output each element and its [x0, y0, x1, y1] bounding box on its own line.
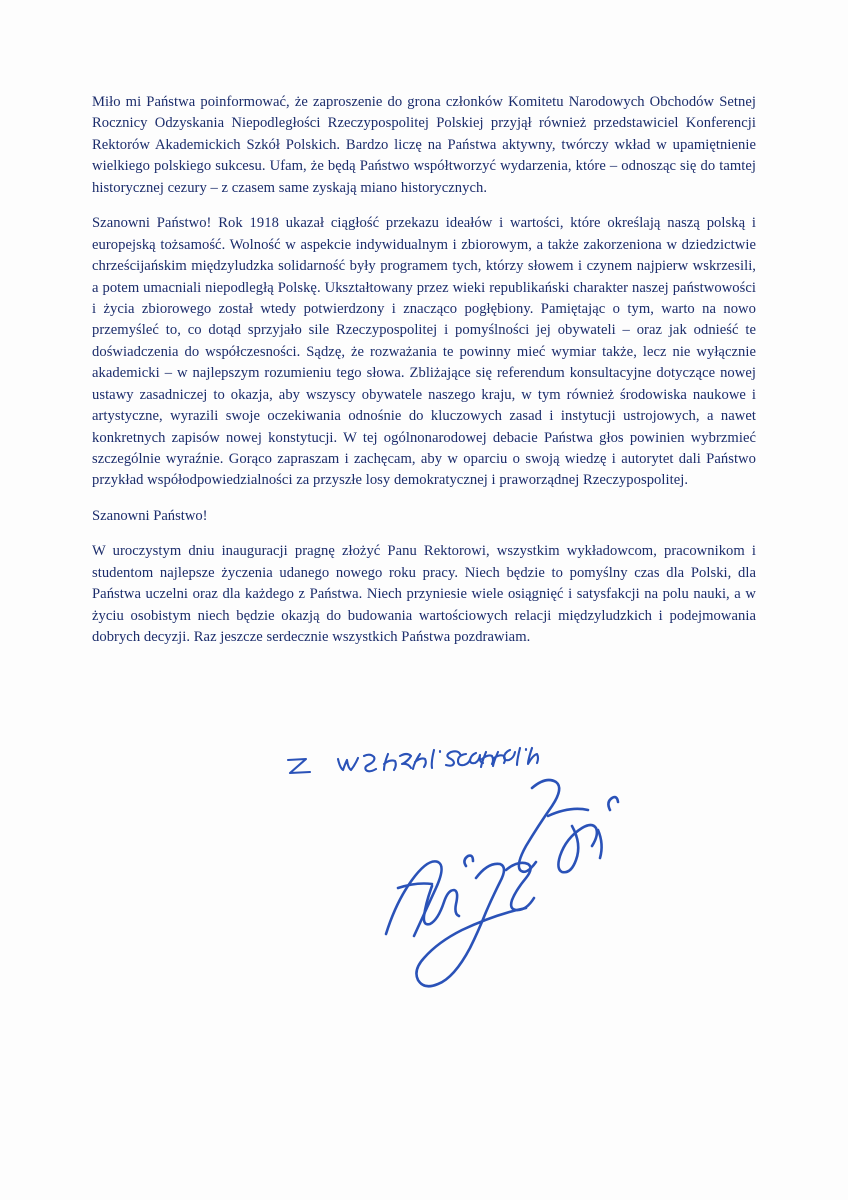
salutation: Szanowni Państwo! [92, 507, 208, 524]
paragraph-1: Miło mi Państwa poinformować, że zaproszenie do grona członków Komitetu Narodowych Obchodów Setnej Rocznicy Odzyskania Niepodległości Rzeczypospolitej Polskiej przyjął również przedstawiciel Konferencji Rektorów Akademickich Szkół Polskich. Bardzo liczę na Państwa aktywny, twórczy wkład w upamiętnienie wielkiego polskiego sukcesu. Ufam, że będą Państwo współtworzyć wydarzenia, które – odnosząc się do tamtej historycznej cezury – z czasem same zyskają miano historycznych. [92, 94, 756, 196]
paragraph-2: Szanowni Państwo! Rok 1918 ukazał ciągłość przekazu ideałów i wartości, które określają naszą polską i europejską tożsamość. Wolność w aspekcie indywidualnym i zbiorowym, a także zakorzeniona w dziedzictwie chrześcijańskim międzyludzka solidarność były programem tych, którzy słowem i czynem najpierw wskrzesili, a potem umacniali niepodległą Polskę. Ukształtowany przez wieki republikański charakter naszej państwowości i życia zbiorowego został wtedy potwierdzony i znacząco pogłębiony. Pamiętając o tym, warto na nowo przemyśleć to, co dotąd sprzyjało sile Rzeczypospolitej i pomyślności jej obywateli – oraz jak odnieść te doświadczenia do współczesności. Sądzę, że rozważania te powinny mieć wymiar także, lecz nie wyłącznie akademicki – w najlepszym rozumieniu tego słowa. Zbliżające się referendum konsultacyjne dotyczące nowej ustawy zasadniczej to okazja, aby wszyscy obywatele naszego kraju, w tym również środowiska naukowe i artystyczne, wyrazili swoje oczekiwania odnośnie do kluczowych zasad i instytucji ustrojowych, a nawet konkretnych zapisów nowej konstytucji. W tej ogólnonarodowej debacie Państwa głos powinien wybrzmieć szczególnie wyraźnie. Gorąco zapraszam i zachęcam, aby w oparciu o swoją wiedzę i autorytet dali Państwo przykład współodpowiedzialności za przyszłe losy demokratycznej i praworządnej Rzeczypospolitej. [92, 215, 756, 489]
handwritten-signature [310, 770, 710, 980]
signature-block [280, 740, 710, 980]
paragraph-3: W uroczystym dniu inauguracji pragnę złożyć Panu Rektorowi, wszystkim wykładowcom, pracownikom i studentom najlepsze życzenia udanego nowego roku pracy. Niech będzie to pomyślny czas dla Polski, dla Państwa uczelni oraz dla każdego z Państwa. Niech przyniesie wiele osiągnięć i satysfakcji na polu nauki, a w życiu osobistym niech będzie okazją do budowania wartościowych relacji międzyludzkich i podejmowania dobrych decyzji. Raz jeszcze serdecznie wszystkich Państwa pozdrawiam. [92, 543, 756, 646]
letter-text-body [92, 92, 756, 663]
